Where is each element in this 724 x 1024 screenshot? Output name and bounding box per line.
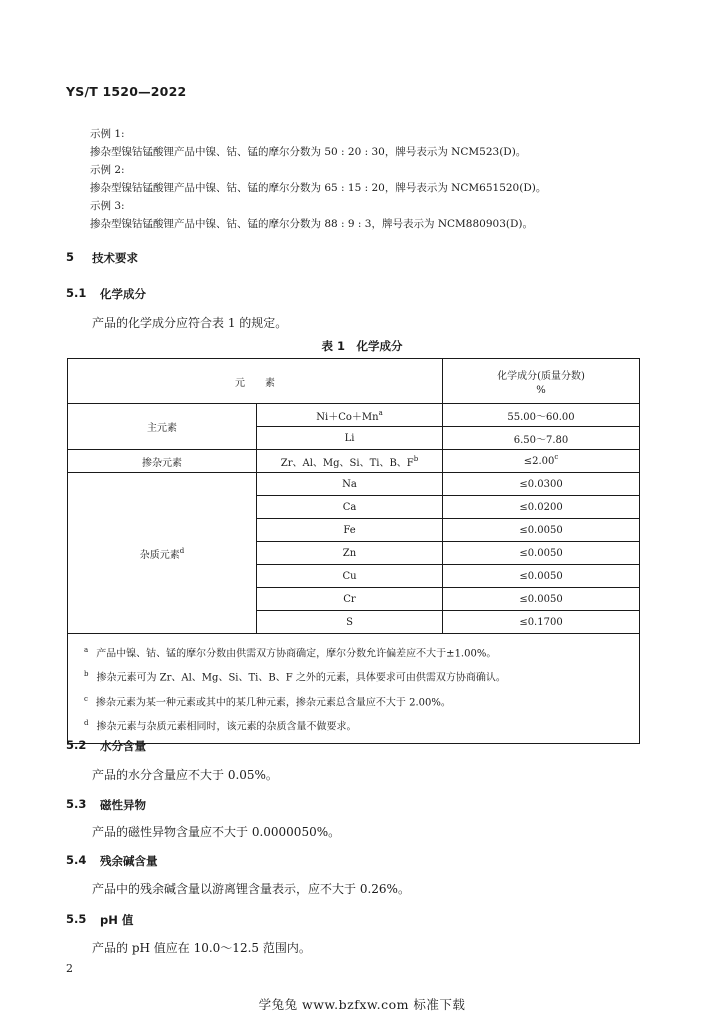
section-5-5-body: 产品的 pH 值应在 10.0～12.5 范围内。	[92, 941, 311, 955]
element-name: Na	[342, 478, 357, 490]
dopant-label: 掺杂元素	[142, 457, 182, 469]
note-mark: a	[84, 646, 89, 654]
note-mark: d	[84, 718, 89, 727]
value-cell	[443, 496, 640, 519]
footnote-mark: a	[378, 408, 383, 417]
table-row	[68, 450, 640, 473]
table-row	[68, 473, 640, 496]
value-cell	[443, 450, 640, 473]
composition-value: 6.50～7.80	[513, 434, 569, 446]
value-cell	[443, 565, 640, 588]
example-3-label: 示例 3:	[90, 200, 125, 212]
table-title: 表 1 化学成分	[321, 339, 403, 353]
element-name: Fe	[343, 524, 356, 536]
section-5-1-title: 化学成分	[100, 287, 146, 301]
table-row	[68, 404, 640, 427]
impurity-label-cell	[68, 473, 257, 634]
note-text: 掺杂元素为某一种元素或其中的某几种元素，掺杂元素总含量应不大于 2.00%。	[95, 696, 451, 708]
section-5-2-number: 5.2	[66, 738, 87, 752]
element-name: Cu	[342, 570, 357, 582]
value-cell	[443, 473, 640, 496]
element-cell	[257, 450, 443, 473]
note-mark: c	[84, 694, 88, 703]
element-cell	[257, 542, 443, 565]
section-5-5-title: pH 值	[100, 913, 134, 927]
table-notes-cell	[68, 634, 640, 744]
section-5-1-number: 5.1	[66, 286, 87, 300]
note-text: 掺杂元素可为 Zr、Al、Mg、Si、Ti、B、F 之外的元素，具体要求可由供需双方协商确认。	[96, 672, 506, 684]
header-element-cell	[68, 359, 443, 404]
table-header-row	[68, 359, 640, 404]
element-cell	[257, 427, 443, 450]
main-element-label: 主元素	[147, 423, 177, 434]
element-cell	[257, 588, 443, 611]
footnote-mark: b	[413, 454, 419, 463]
section-5-3-number: 5.3	[66, 797, 87, 811]
note-mark: b	[84, 670, 89, 679]
element-name: Ni＋Co＋Mn	[316, 411, 379, 423]
value-cell	[443, 542, 640, 565]
section-5-3-body: 产品的磁性异物含量应不大于 0.0000050%。	[92, 825, 341, 839]
section-5-4-body: 产品中的残余碱含量以游离锂含量表示，应不大于 0.26%。	[92, 882, 410, 896]
composition-value: ≤0.0050	[519, 547, 563, 559]
value-cell	[443, 588, 640, 611]
note-text: 产品中镍、钴、锰的摩尔分数由供需双方协商确定，摩尔分数允许偏差应不大于±1.00%。	[96, 648, 497, 660]
section-5-3-title: 磁性异物	[100, 798, 146, 812]
table-note	[84, 640, 639, 664]
example-1-text: 掺杂型镍钴锰酸锂产品中镍、钴、锰的摩尔分数为 50 : 20 : 30，牌号表示为 NCM523(D)。	[90, 146, 527, 158]
value-cell	[443, 427, 640, 450]
dopant-label-cell	[68, 450, 257, 473]
section-5-1-body: 产品的化学成分应符合表 1 的规定。	[92, 316, 288, 330]
watermark-footer: 学兔兔 www.bzfxw.com 标准下载	[258, 997, 466, 1012]
element-name: S	[346, 616, 353, 628]
element-name: Zn	[342, 547, 357, 559]
example-3-text: 掺杂型镍钴锰酸锂产品中镍、钴、锰的摩尔分数为 88 : 9 : 3，牌号表示为 NCM880903(D)。	[90, 218, 533, 230]
element-name: Cr	[343, 593, 356, 605]
footnote-mark: d	[179, 546, 185, 555]
value-cell	[443, 404, 640, 427]
element-name: Li	[344, 432, 355, 444]
page-number: 2	[66, 962, 73, 975]
section-5-4-number: 5.4	[66, 853, 87, 867]
composition-value: ≤0.0050	[519, 570, 563, 582]
element-name: Ca	[342, 501, 357, 513]
value-cell	[443, 611, 640, 634]
note-text: 掺杂元素与杂质元素相同时，该元素的杂质含量不做要求。	[96, 721, 357, 733]
table-note	[84, 664, 639, 688]
example-1-label: 示例 1:	[90, 128, 125, 140]
element-cell	[257, 496, 443, 519]
chemical-composition-table	[67, 358, 640, 744]
composition-value: ≤0.0050	[519, 593, 563, 605]
standard-code: YS/T 1520—2022	[66, 84, 187, 99]
composition-value: ≤0.0200	[519, 501, 563, 513]
section-5-2-title: 水分含量	[100, 739, 146, 753]
table-notes-row	[68, 634, 640, 744]
composition-value: ≤0.0050	[519, 524, 563, 536]
element-name: Zr、Al、Mg、Si、Ti、B、F	[280, 457, 414, 469]
table-note	[84, 689, 639, 713]
section-5-4-title: 残余碱含量	[100, 854, 158, 868]
header-composition-cell	[443, 359, 640, 404]
composition-value: ≤0.1700	[519, 616, 563, 628]
element-cell	[257, 519, 443, 542]
table-note	[84, 713, 639, 737]
composition-value: 55.00～60.00	[507, 411, 575, 423]
section-5-2-body: 产品的水分含量应不大于 0.05%。	[92, 768, 278, 782]
header-composition-line1: 化学成分(质量分数)	[497, 370, 585, 382]
section-5-title: 技术要求	[92, 251, 138, 265]
header-element: 元 素	[235, 377, 275, 389]
composition-value: ≤0.0300	[519, 478, 563, 490]
section-5-number: 5	[66, 250, 75, 264]
value-cell	[443, 519, 640, 542]
element-cell	[257, 565, 443, 588]
main-element-label-cell	[68, 404, 257, 450]
element-cell	[257, 611, 443, 634]
example-2-text: 掺杂型镍钴锰酸锂产品中镍、钴、锰的摩尔分数为 65 : 15 : 20，牌号表示为 NCM651520(D)。	[90, 182, 547, 194]
footnote-mark: c	[554, 452, 559, 461]
element-cell	[257, 404, 443, 427]
composition-value: ≤2.00	[523, 455, 555, 467]
impurity-label: 杂质元素	[139, 549, 180, 561]
header-composition-unit: %	[536, 384, 546, 396]
example-2-label: 示例 2:	[90, 164, 125, 176]
section-5-5-number: 5.5	[66, 912, 87, 926]
element-cell	[257, 473, 443, 496]
